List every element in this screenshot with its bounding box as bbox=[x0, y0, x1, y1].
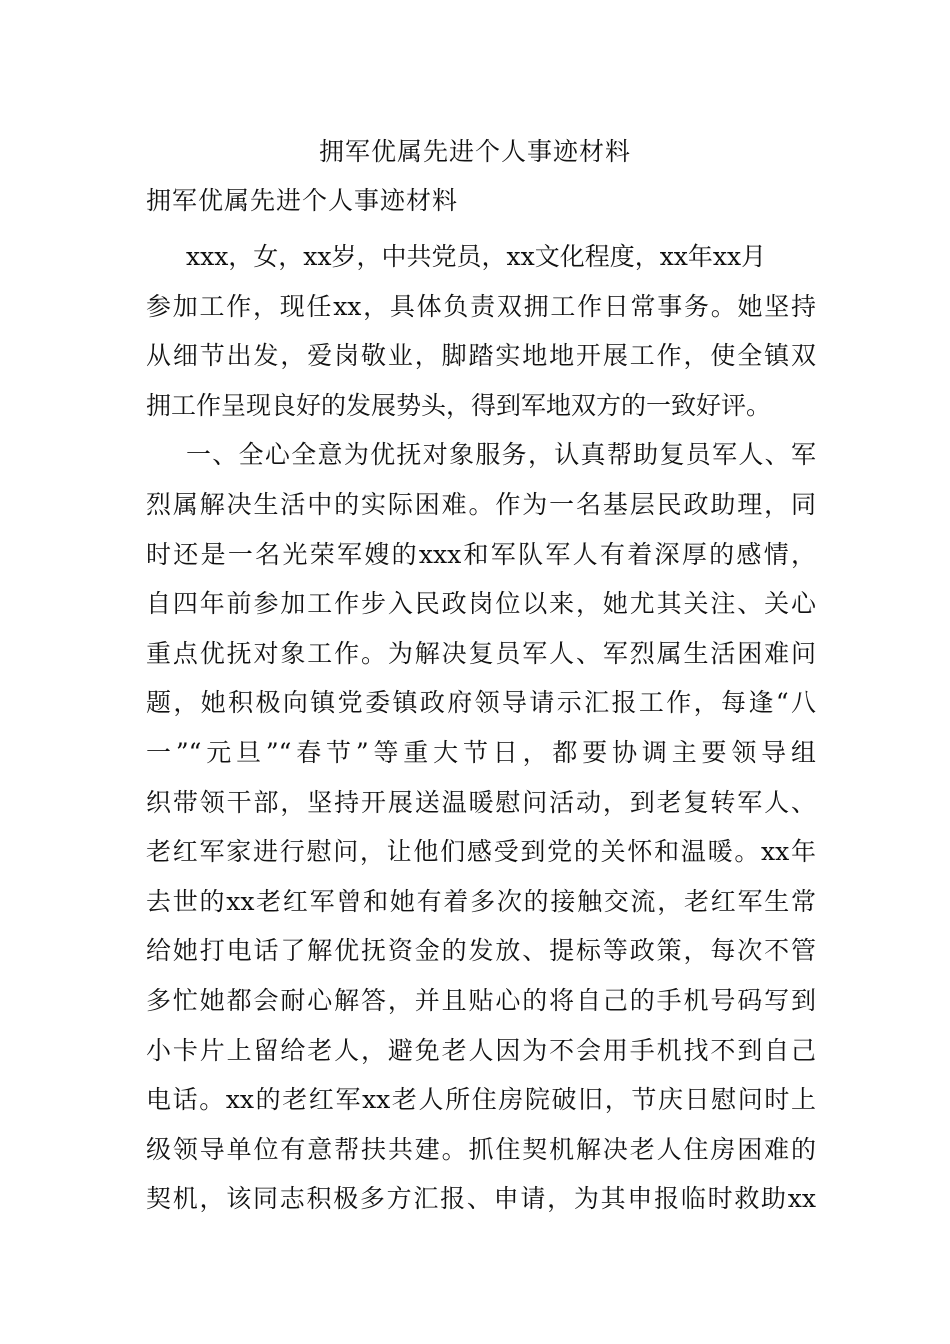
text-line: 烈属解决生活中的实际困难。作为一名基层民政助理，同 bbox=[146, 489, 816, 519]
text-line: 自四年前参加工作步入民政岗位以来，她尤其关注、关心 bbox=[146, 589, 816, 619]
text-line: 契机，该同志积极多方汇报、申请，为其申报临时救助xx bbox=[146, 1184, 816, 1214]
document-body bbox=[146, 232, 816, 1224]
text-line: 一”“元旦”“春节”等重大节日，都要协调主要领导组 bbox=[146, 737, 816, 767]
text-line: 拥工作呈现良好的发展势头，得到军地双方的一致好评。 bbox=[146, 390, 772, 420]
text-line: 老红军家进行慰问，让他们感受到党的关怀和温暖。xx年 bbox=[146, 837, 816, 867]
text-line: 参加工作，现任xx，具体负责双拥工作日常事务。她坚持 bbox=[146, 291, 816, 321]
document-subtitle: 拥军优属先进个人事迹材料 bbox=[146, 186, 459, 215]
text-line: 从细节出发，爱岗敬业，脚踏实地地开展工作，使全镇双 bbox=[146, 341, 816, 371]
text-line: 电话。xx的老红军xx老人所住房院破旧，节庆日慰问时上 bbox=[146, 1085, 816, 1115]
text-line: 多忙她都会耐心解答，并且贴心的将自己的手机号码写到 bbox=[146, 985, 816, 1015]
text-line: 织带领干部，坚持开展送温暖慰问活动，到老复转军人、 bbox=[146, 787, 816, 817]
text-line: 小卡片上留给老人，避免老人因为不会用手机找不到自己 bbox=[146, 1035, 816, 1065]
text-line: 去世的xx老红军曾和她有着多次的接触交流，老红军生常 bbox=[146, 886, 816, 916]
text-line: 重点优抚对象工作。为解决复员军人、军烈属生活困难问 bbox=[146, 638, 816, 668]
text-line: 级领导单位有意帮扶共建。抓住契机解决老人住房困难的 bbox=[146, 1134, 816, 1164]
text-line: 题，她积极向镇党委镇政府领导请示汇报工作，每逢“八 bbox=[146, 688, 816, 718]
page-title: 拥军优属先进个人事迹材料 bbox=[318, 137, 631, 166]
text-line: xxx，女，xx岁，中共党员，xx文化程度，xx年xx月 bbox=[186, 242, 767, 271]
text-line: 一、全心全意为优抚对象服务，认真帮助复员军人、军 bbox=[186, 440, 816, 470]
text-line: 时还是一名光荣军嫂的xxx和军队军人有着深厚的感情， bbox=[146, 539, 816, 569]
text-line: 给她打电话了解优抚资金的发放、提标等政策，每次不管 bbox=[146, 936, 816, 966]
